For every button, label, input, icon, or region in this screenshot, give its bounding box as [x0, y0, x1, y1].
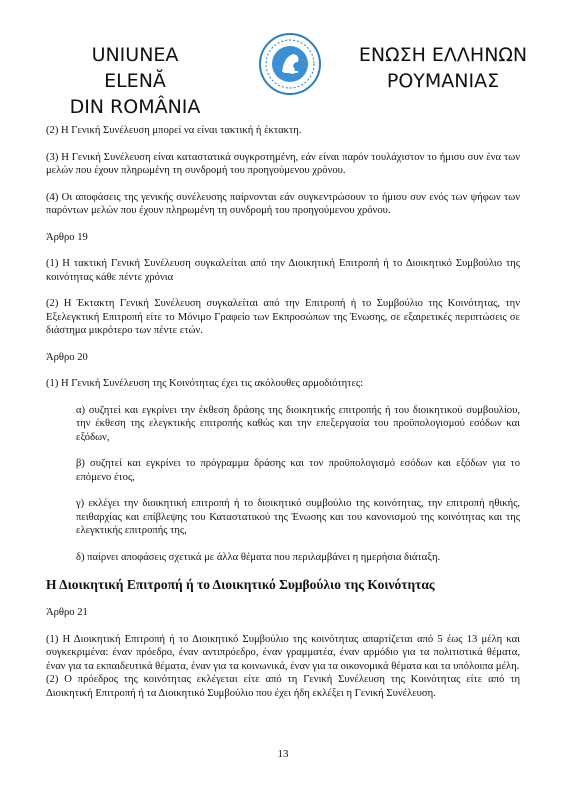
article-title: Άρθρο 20: [46, 351, 88, 363]
paragraph: (2) Η Γενική Συνέλευση μπορεί να είναι τακτική ή έκτακτη.: [46, 125, 302, 136]
document-body: [46, 124, 520, 700]
union-logo: [258, 32, 322, 96]
paragraph: (1) Η Διοικητική Επιτροπή ή το Διοικητικό Συμβούλιο της κοινότητας απαρτίζεται από 5 έως 13 μέλη και συγκεκριμένα: έναν πρόεδρο, έναν αντιπρόεδρο, έναν γραμματέα, έναν αρμόδιο για τα πολιτιστικά θέματα, έναν για τα εκπαιδευτικά θέματα, έναν για τα κοινωνικά, έναν για τα οικονομικά θέματα και τα υπόλοιπα μέλη.: [46, 633, 520, 672]
paragraph: (2) Ο πρόεδρος της κοινότητας εκλέγεται είτε από τη Γενική Συνέλευση της Κοινότητας είτε από τη Διοικητική Επιτροπή ή τα Διοικητικό Συμβούλιο που έχει ήδη εκλέξει η Γενική Συνέλευση.: [46, 674, 520, 699]
list-item: γ) εκλέγει την διοικητική επιτροπή ή το διοικητικό συμβούλιο της κοινότητας, την επιτροπή ηθικής, πειθαρχίας και επίβλεψης του Καταστατικού της Ένωσης και του κανονισμού της κοινότητας και της ελεγκτικής επιτροπής της,: [76, 498, 520, 536]
header-left: [60, 42, 210, 120]
paragraph: (3) Η Γενική Συνέλευση είναι καταστατικά συγκροτημένη, εάν είναι παρόν τουλάχιστον το ήμισυ συν ένα των μελών που έχουν πληρωμένη τη συνδρομή του προηγούμενου χρόνου.: [46, 151, 520, 176]
page-number: 13: [277, 748, 289, 760]
list-item: δ) παίρνει αποφάσεις σχετικά με άλλα θέματα που περιλαμβάνει η ημερήσια διάταξη.: [76, 551, 441, 563]
header-right-line2: ΡΟΥΜΑΝΙΑΣ: [386, 70, 500, 92]
paragraph: (1) Η τακτική Γενική Συνέλευση συγκαλείται από την Διοικητική Επιτροπή ή το Διοικητικό Συμβούλιο της κοινότητας κάθε πέντε χρόνια: [46, 258, 520, 283]
paragraph: (4) Οι αποφάσεις της γενικής συνέλευσης παίρνονται εάν συγκεντρώσουν το ήμισυ συν ενός των ψήφων των παρόντων μελών που έχουν πληρωμένη τη συνδρομή του προηγούμενου χρόνου.: [46, 191, 520, 216]
header-right: [358, 42, 528, 94]
article-title: Άρθρο 21: [46, 607, 88, 618]
paragraph: (1) Η Γενική Συνέλευση της Κοινότητας έχει τις ακόλουθες αρμοδιότητες:: [46, 378, 364, 389]
list-item: β) συζητεί και εγκρίνει το πρόγραμμα δράσης και τον προϋπολογισμό εσόδων και εξόδων για το επόμενο έτος,: [76, 458, 520, 483]
header-left-line2: DIN ROMÂNIA: [69, 96, 201, 118]
section-heading: Η Διοικητική Επιτροπή ή το Διοικητικό Συμβούλιο της Κοινότητας: [46, 577, 435, 592]
header-right-line1: ΕΝΩΣΗ ΕΛΛΗΝΩΝ: [358, 44, 528, 66]
article-title: Άρθρο 19: [46, 231, 88, 243]
paragraph: (2) Η Έκτακτη Γενική Συνέλευση συγκαλείται από την Επιτροπή ή το Συμβούλιο της Κοινότητας, την Εξελεγκτική Επιτροπή είτε το Μόνιμο Γραφείο των Εκπροσώπων της Ένωσης, σε εξαιρετικές περιπτώσεις σε διάστημα μικρότερο των πέντε ετών.: [46, 298, 520, 336]
list-item: α) συζητεί και εγκρίνει την έκθεση δράσης της διοικητικής επιτροπής ή του διοικητικού συμβουλίου, την έκθεση της ελεγκτικής επιτροπής καθώς και την επεξεργασία του προϋπολογισμού εσόδων και εξόδων,: [76, 404, 520, 443]
header-left-line1: UNIUNEA ELENĂ: [91, 44, 179, 92]
